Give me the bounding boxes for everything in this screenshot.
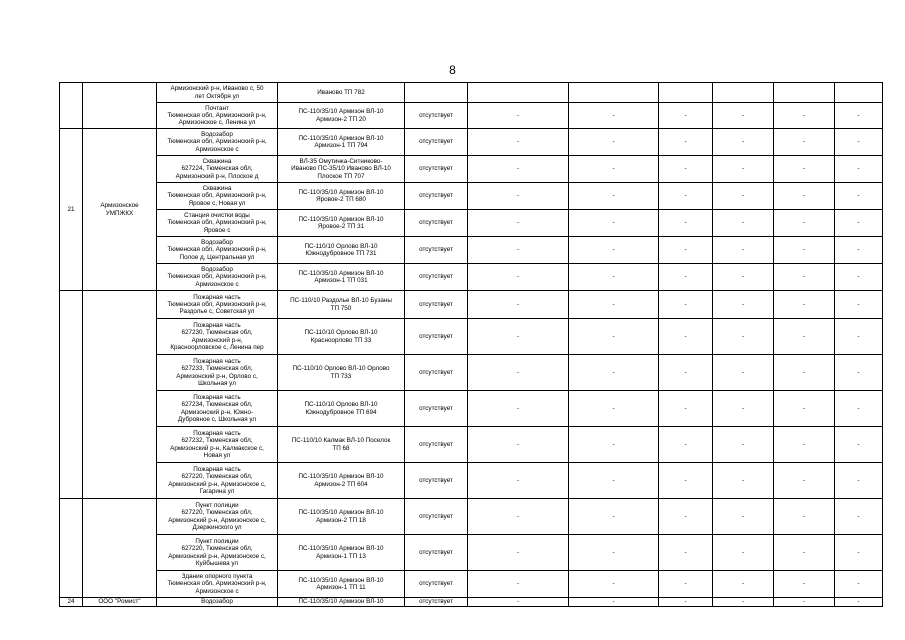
value-cell: - [569, 571, 659, 598]
table-row [60, 264, 883, 291]
table-body [60, 83, 883, 607]
value-cell: - [835, 499, 883, 535]
value-cell: - [569, 499, 659, 535]
value-cell: - [468, 129, 569, 156]
organization-cell: Армизонское УМПЖКХ [83, 129, 157, 291]
power-line-cell: ПС-110/10 Орлово ВЛ-10 Красноорлово ТП 33 [278, 319, 405, 355]
object-location-cell: Пожарная часть Тюменская обл, Армизонский р-н, Раздолье с, Советская ул [157, 291, 278, 319]
value-cell: - [659, 571, 713, 598]
table-row [60, 535, 883, 571]
object-location-cell: Водозабор Тюменская обл, Армизонский р-н, Армизонское с [157, 129, 278, 156]
value-cell: - [468, 499, 569, 535]
table-row [60, 183, 883, 210]
status-cell [405, 83, 468, 103]
value-cell: - [569, 598, 659, 607]
value-cell: - [569, 463, 659, 499]
value-cell: - [659, 598, 713, 607]
value-cell: - [835, 103, 883, 129]
value-cell: - [659, 463, 713, 499]
power-line-cell: ПС-110/10 Калмак ВЛ-10 Поселок ТП 68 [278, 427, 405, 463]
value-cell: - [713, 463, 774, 499]
value-cell: - [774, 291, 835, 319]
status-cell: отсутствует [405, 427, 468, 463]
object-location-cell: Скважина 627224, Тюменская обл, Армизонский р-н, Плоское д [157, 156, 278, 183]
value-cell: - [468, 463, 569, 499]
value-cell: - [659, 319, 713, 355]
table-row [60, 499, 883, 535]
power-line-cell: ПС-110/35/10 Армизон ВЛ-10 Армизон-1 ТП 031 [278, 264, 405, 291]
value-cell: - [774, 598, 835, 607]
table-row [60, 291, 883, 319]
value-cell: - [569, 129, 659, 156]
power-line-cell: ПС-110/35/10 Армизон ВЛ-10 Армизон-1 ТП 11 [278, 571, 405, 598]
value-cell: - [468, 291, 569, 319]
table-row [60, 463, 883, 499]
power-line-cell: ПС-110/35/10 Армизон ВЛ-10 Яровое-2 ТП 31 [278, 210, 405, 237]
value-cell: - [713, 183, 774, 210]
value-cell: - [774, 499, 835, 535]
power-line-cell: ПС-110/35/10 Армизон ВЛ-10 [278, 598, 405, 607]
value-cell: - [659, 103, 713, 129]
value-cell: - [713, 156, 774, 183]
value-cell [774, 83, 835, 103]
value-cell: - [835, 210, 883, 237]
value-cell: - [774, 571, 835, 598]
table-row [60, 156, 883, 183]
status-cell: отсутствует [405, 598, 468, 607]
value-cell: - [774, 355, 835, 391]
value-cell: - [468, 319, 569, 355]
value-cell: - [468, 210, 569, 237]
power-line-cell: ВЛ-35 Омутинка-Ситниково- Иваново ПС-35/10 Иваново ВЛ-10 Плоское ТП 707 [278, 156, 405, 183]
value-cell: - [659, 427, 713, 463]
object-location-cell: Пожарная часть 627220, Тюменская обл, Армизонский р-н, Армизонское с, Гагарина ул [157, 463, 278, 499]
value-cell: - [713, 391, 774, 427]
organization-cell [83, 291, 157, 499]
value-cell: - [569, 291, 659, 319]
table-row [60, 129, 883, 156]
value-cell: - [468, 535, 569, 571]
power-line-cell: ПС-110/10 Орлово ВЛ-10 Южнодубровное ТП 731 [278, 237, 405, 264]
value-cell: - [659, 264, 713, 291]
status-cell: отсутствует [405, 391, 468, 427]
value-cell: - [835, 463, 883, 499]
value-cell: - [835, 391, 883, 427]
value-cell: - [468, 598, 569, 607]
table-row [60, 427, 883, 463]
power-line-cell: ПС-110/10 Раздолье ВЛ-10 Бузаны ТП 750 [278, 291, 405, 319]
value-cell: - [774, 156, 835, 183]
status-cell: отсутствует [405, 571, 468, 598]
table-row [60, 571, 883, 598]
organization-cell [83, 83, 157, 129]
object-location-cell: Почтант Тюменская обл, Армизонский р-н, Армизонское с, Ленина ул [157, 103, 278, 129]
status-cell: отсутствует [405, 183, 468, 210]
table-row [60, 237, 883, 264]
value-cell: - [713, 319, 774, 355]
value-cell: - [659, 391, 713, 427]
power-line-cell: ПС-110/35/10 Армизон ВЛ-10 Армизон-2 ТП 18 [278, 499, 405, 535]
object-location-cell: Водозабор Тюменская обл, Армизонский р-н, Армизонское с [157, 264, 278, 291]
status-cell: отсутствует [405, 237, 468, 264]
value-cell: - [659, 183, 713, 210]
value-cell: - [569, 535, 659, 571]
object-location-cell: Пункт полиции 627220, Тюменская обл, Армизонский р-н, Армизонское с, Куйбышева ул [157, 535, 278, 571]
object-location-cell: Пункт полиции 627220, Тюменская обл, Армизонский р-н, Армизонское с, Дзержинского ул [157, 499, 278, 535]
value-cell: - [774, 210, 835, 237]
value-cell: - [713, 571, 774, 598]
power-line-cell: Иваново ТП 782 [278, 83, 405, 103]
object-location-cell: Водозабор [157, 598, 278, 607]
table-row [60, 598, 883, 607]
value-cell: - [659, 291, 713, 319]
value-cell: - [835, 237, 883, 264]
status-cell: отсутствует [405, 463, 468, 499]
value-cell: - [713, 598, 774, 607]
value-cell: - [659, 535, 713, 571]
value-cell: - [569, 237, 659, 264]
value-cell: - [468, 571, 569, 598]
status-cell: отсутствует [405, 103, 468, 129]
table-row [60, 103, 883, 129]
object-location-cell: Водозабор Тюменская обл, Армизонский р-н, Полое д, Центральная ул [157, 237, 278, 264]
value-cell: - [835, 427, 883, 463]
value-cell: - [835, 319, 883, 355]
status-cell: отсутствует [405, 291, 468, 319]
table-row [60, 83, 883, 103]
value-cell: - [835, 264, 883, 291]
value-cell: - [835, 156, 883, 183]
value-cell: - [774, 535, 835, 571]
value-cell: - [774, 183, 835, 210]
value-cell: - [774, 103, 835, 129]
power-line-cell: ПС-110/35/10 Армизон ВЛ-10 Армизон-2 ТП 604 [278, 463, 405, 499]
value-cell [713, 83, 774, 103]
status-cell: отсутствует [405, 264, 468, 291]
row-number-cell [60, 291, 83, 499]
value-cell: - [569, 183, 659, 210]
value-cell: - [569, 103, 659, 129]
value-cell: - [659, 156, 713, 183]
organization-cell [83, 499, 157, 598]
status-cell: отсутствует [405, 355, 468, 391]
value-cell: - [569, 210, 659, 237]
status-cell: отсутствует [405, 156, 468, 183]
table-row [60, 210, 883, 237]
value-cell: - [713, 535, 774, 571]
value-cell: - [569, 391, 659, 427]
value-cell [835, 83, 883, 103]
value-cell: - [774, 129, 835, 156]
value-cell: - [569, 264, 659, 291]
object-location-cell: Пожарная часть 627230, Тюменская обл, Армизонский р-н, Красноорловское с, Ленина пер [157, 319, 278, 355]
value-cell: - [774, 427, 835, 463]
status-cell: отсутствует [405, 499, 468, 535]
value-cell: - [468, 355, 569, 391]
status-cell: отсутствует [405, 129, 468, 156]
power-line-cell: ПС-110/10 Орлово ВЛ-10 Южнодубровное ТП 694 [278, 391, 405, 427]
value-cell: - [468, 103, 569, 129]
object-location-cell: Пожарная часть 627234, Тюменская обл, Армизонский р-н, Южно- Дубровное с, Школьная ул [157, 391, 278, 427]
value-cell: - [713, 237, 774, 264]
power-line-cell: ПС-110/10 Орлово ВЛ-10 Орлово ТП 733 [278, 355, 405, 391]
value-cell: - [659, 499, 713, 535]
power-line-cell: ПС-110/35/10 Армизон ВЛ-10 Армизон-1 ТП 794 [278, 129, 405, 156]
value-cell: - [713, 291, 774, 319]
value-cell: - [774, 463, 835, 499]
power-line-cell: ПС-110/35/10 Армизон ВЛ-10 Армизон-1 ТП 13 [278, 535, 405, 571]
object-location-cell: Пожарная часть 627233, Тюменская обл, Армизонский р-н, Орлово с, Школьная ул [157, 355, 278, 391]
value-cell: - [569, 319, 659, 355]
value-cell: - [713, 210, 774, 237]
power-line-cell: ПС-110/35/10 Армизон ВЛ-10 Яровое-2 ТП 680 [278, 183, 405, 210]
value-cell: - [569, 427, 659, 463]
object-location-cell: Армизонский р-н, Иваново с, 50 лет Октября ул [157, 83, 278, 103]
value-cell: - [835, 598, 883, 607]
value-cell: - [774, 319, 835, 355]
value-cell: - [713, 264, 774, 291]
value-cell: - [713, 355, 774, 391]
value-cell: - [713, 499, 774, 535]
status-cell: отсутствует [405, 319, 468, 355]
organization-cell: ООО "Ромист" [83, 598, 157, 607]
value-cell: - [835, 571, 883, 598]
value-cell: - [835, 183, 883, 210]
value-cell: - [468, 391, 569, 427]
value-cell: - [713, 129, 774, 156]
value-cell: - [774, 391, 835, 427]
row-number-cell: 24 [60, 598, 83, 607]
value-cell: - [468, 183, 569, 210]
value-cell: - [569, 355, 659, 391]
value-cell [659, 83, 713, 103]
value-cell: - [659, 129, 713, 156]
table-row [60, 355, 883, 391]
value-cell: - [835, 535, 883, 571]
page-number: 8 [449, 63, 456, 77]
value-cell: - [659, 210, 713, 237]
table-row [60, 391, 883, 427]
value-cell: - [468, 237, 569, 264]
value-cell: - [835, 291, 883, 319]
value-cell: - [659, 355, 713, 391]
row-number-cell: 21 [60, 129, 83, 291]
value-cell: - [835, 355, 883, 391]
row-number-cell [60, 499, 83, 598]
value-cell: - [835, 129, 883, 156]
row-number-cell [60, 83, 83, 129]
object-location-cell: Скважина Тюменская обл, Армизонский р-н, Яровое с, Новая ул [157, 183, 278, 210]
value-cell: - [713, 427, 774, 463]
value-cell: - [468, 427, 569, 463]
value-cell: - [468, 264, 569, 291]
power-line-cell: ПС-110/35/10 Армизон ВЛ-10 Армизон-2 ТП 20 [278, 103, 405, 129]
value-cell: - [774, 264, 835, 291]
value-cell: - [774, 237, 835, 264]
value-cell: - [659, 237, 713, 264]
value-cell: - [468, 156, 569, 183]
object-location-cell: Станция очистки воды Тюменская обл, Армизонский р-н, Яровое с [157, 210, 278, 237]
value-cell [468, 83, 569, 103]
table-row [60, 319, 883, 355]
value-cell [569, 83, 659, 103]
object-location-cell: Пожарная часть 627232, Тюменская обл, Армизонский р-н, Калмакское с, Новая ул [157, 427, 278, 463]
status-cell: отсутствует [405, 535, 468, 571]
object-location-cell: Здание опорного пункта Тюменская обл, Армизонский р-н, Армизонское с [157, 571, 278, 598]
status-cell: отсутствует [405, 210, 468, 237]
data-table [59, 82, 883, 607]
value-cell: - [569, 156, 659, 183]
value-cell: - [713, 103, 774, 129]
